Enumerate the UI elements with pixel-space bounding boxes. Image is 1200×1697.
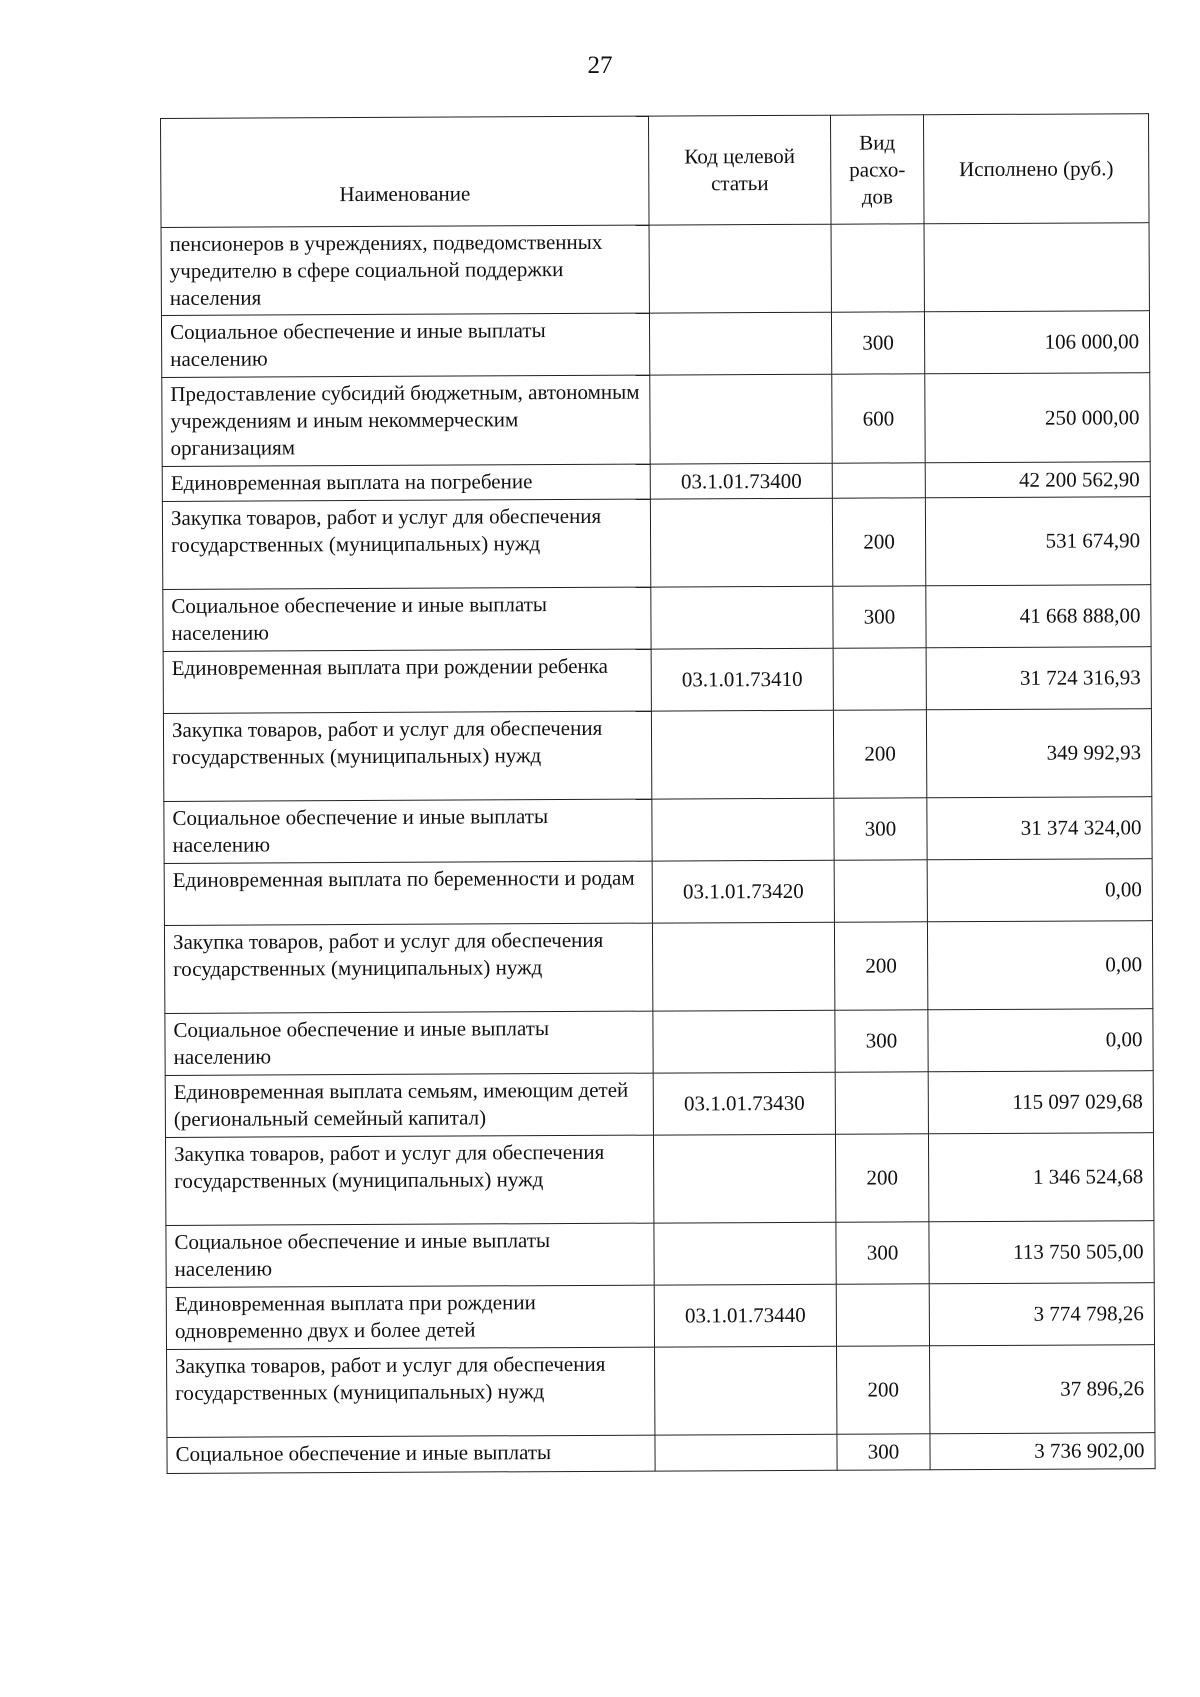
- cell-amount: 349 992,93: [926, 709, 1151, 798]
- cell-name: Социальное обеспечение и иные выплаты населению: [161, 313, 649, 377]
- cell-amount: 0,00: [927, 859, 1152, 922]
- cell-code: 03.1.01.73430: [653, 1072, 835, 1135]
- cell-name: Единовременная выплата на погребение: [162, 464, 650, 501]
- cell-type: 300: [831, 312, 924, 374]
- cell-amount: 115 097 029,68: [928, 1071, 1153, 1134]
- cell-name: Социальное обеспечение и иные выплаты населению: [165, 1011, 653, 1075]
- cell-code: 03.1.01.73400: [650, 463, 832, 499]
- table-header-row: [161, 114, 1150, 228]
- table-row: [165, 1071, 1153, 1138]
- cell-amount: 31 724 316,93: [926, 647, 1151, 710]
- header-type: Вид расхо-дов: [830, 115, 924, 224]
- cell-type: 200: [835, 1134, 928, 1222]
- table-row: [163, 709, 1151, 802]
- table-row: [163, 647, 1151, 714]
- cell-code: [653, 1010, 835, 1073]
- cell-type: 200: [833, 710, 926, 798]
- cell-amount: 0,00: [927, 921, 1152, 1010]
- cell-code: [652, 798, 834, 861]
- cell-code: [653, 1134, 835, 1223]
- table-row: [164, 921, 1152, 1014]
- header-code: Код целевой статьи: [648, 115, 831, 225]
- cell-type: 300: [833, 586, 926, 648]
- cell-type: [832, 463, 925, 498]
- table-row: [162, 497, 1150, 590]
- cell-amount: 31 374 324,00: [927, 797, 1152, 860]
- table-row: [161, 311, 1149, 378]
- cell-name: Предоставление субсидий бюджетным, автономным учреждениям и иным некоммерческим организациям: [162, 375, 650, 466]
- page-number: 27: [587, 52, 613, 79]
- cell-amount: 106 000,00: [924, 311, 1149, 374]
- table-row: [164, 797, 1152, 864]
- cell-name: Социальное обеспечение и иные выплаты населению: [166, 1223, 654, 1287]
- cell-amount: 41 668 888,00: [926, 585, 1151, 648]
- cell-name: Единовременная выплата семьям, имеющим детей (региональный семейный капитал): [165, 1073, 653, 1137]
- cell-code: [655, 1346, 837, 1435]
- table-row: [165, 1009, 1153, 1076]
- table-row: [162, 373, 1150, 467]
- cell-type: 600: [832, 374, 925, 463]
- cell-name: Единовременная выплата при рождении ребенка: [163, 649, 651, 713]
- header-amount: Исполнено (руб.): [923, 114, 1149, 224]
- table-row: [161, 223, 1149, 316]
- cell-name: Закупка товаров, работ и услуг для обеспечения государственных (муниципальных) нужд: [167, 1347, 655, 1437]
- cell-name: Закупка товаров, работ и услуг для обеспечения государственных (муниципальных) нужд: [164, 923, 652, 1013]
- cell-code: [649, 312, 831, 375]
- table-row: [164, 859, 1152, 926]
- cell-name: Социальное обеспечение и иные выплаты населению: [164, 799, 652, 863]
- cell-type: 300: [835, 1010, 928, 1072]
- table-row: [167, 1345, 1155, 1438]
- cell-name: Закупка товаров, работ и услуг для обеспечения государственных (муниципальных) нужд: [165, 1135, 653, 1225]
- cell-amount: 0,00: [928, 1009, 1153, 1072]
- cell-name: Закупка товаров, работ и услуг для обеспечения государственных (муниципальных) нужд: [163, 711, 651, 801]
- cell-code: [649, 224, 831, 313]
- cell-code: [651, 710, 833, 799]
- cell-name: Социальное обеспечение и иные выплаты: [167, 1435, 655, 1473]
- cell-amount: 3 736 902,00: [930, 1433, 1155, 1470]
- cell-code: [652, 922, 834, 1011]
- cell-amount: 1 346 524,68: [928, 1133, 1153, 1222]
- cell-type: 200: [832, 498, 925, 586]
- cell-amount: 37 896,26: [930, 1345, 1155, 1434]
- table-row: [166, 1221, 1154, 1288]
- cell-type: [833, 648, 926, 710]
- table-row: [166, 1283, 1154, 1350]
- cell-code: 03.1.01.73440: [654, 1284, 836, 1347]
- cell-name: Единовременная выплата при рождении одновременно двух и более детей: [166, 1285, 654, 1349]
- budget-table: [160, 113, 1156, 1474]
- cell-code: [650, 498, 832, 587]
- table-row: [163, 585, 1151, 652]
- header-name: Наименование: [161, 116, 650, 227]
- cell-amount: 531 674,90: [925, 497, 1150, 586]
- cell-type: 300: [836, 1222, 929, 1284]
- cell-code: [651, 586, 833, 649]
- cell-code: [650, 374, 832, 464]
- cell-amount: 250 000,00: [925, 373, 1150, 463]
- table-row: [167, 1433, 1155, 1474]
- cell-amount: 42 200 562,90: [925, 462, 1150, 498]
- cell-name: Единовременная выплата по беременности и родам: [164, 861, 652, 925]
- cell-amount: [924, 223, 1149, 312]
- cell-name: пенсионеров в учреждениях, подведомственных учредителю в сфере социальной поддержки населения: [161, 225, 649, 315]
- cell-name: Закупка товаров, работ и услуг для обеспечения государственных (муниципальных) нужд: [162, 499, 650, 589]
- cell-type: [836, 1284, 929, 1346]
- cell-code: [655, 1434, 837, 1471]
- cell-code: [654, 1222, 836, 1285]
- cell-type: 200: [834, 922, 927, 1010]
- cell-type: 300: [834, 798, 927, 860]
- cell-code: 03.1.01.73420: [652, 860, 834, 923]
- cell-type: [835, 1072, 928, 1134]
- table-row: [165, 1133, 1153, 1226]
- cell-amount: 113 750 505,00: [929, 1221, 1154, 1284]
- cell-name: Социальное обеспечение и иные выплаты населению: [163, 587, 651, 651]
- cell-amount: 3 774 798,26: [929, 1283, 1154, 1346]
- cell-type: 300: [837, 1434, 930, 1470]
- cell-type: 200: [837, 1346, 930, 1434]
- cell-code: 03.1.01.73410: [651, 648, 833, 711]
- cell-type: [834, 860, 927, 922]
- table-row: [162, 462, 1150, 502]
- cell-type: [831, 224, 924, 312]
